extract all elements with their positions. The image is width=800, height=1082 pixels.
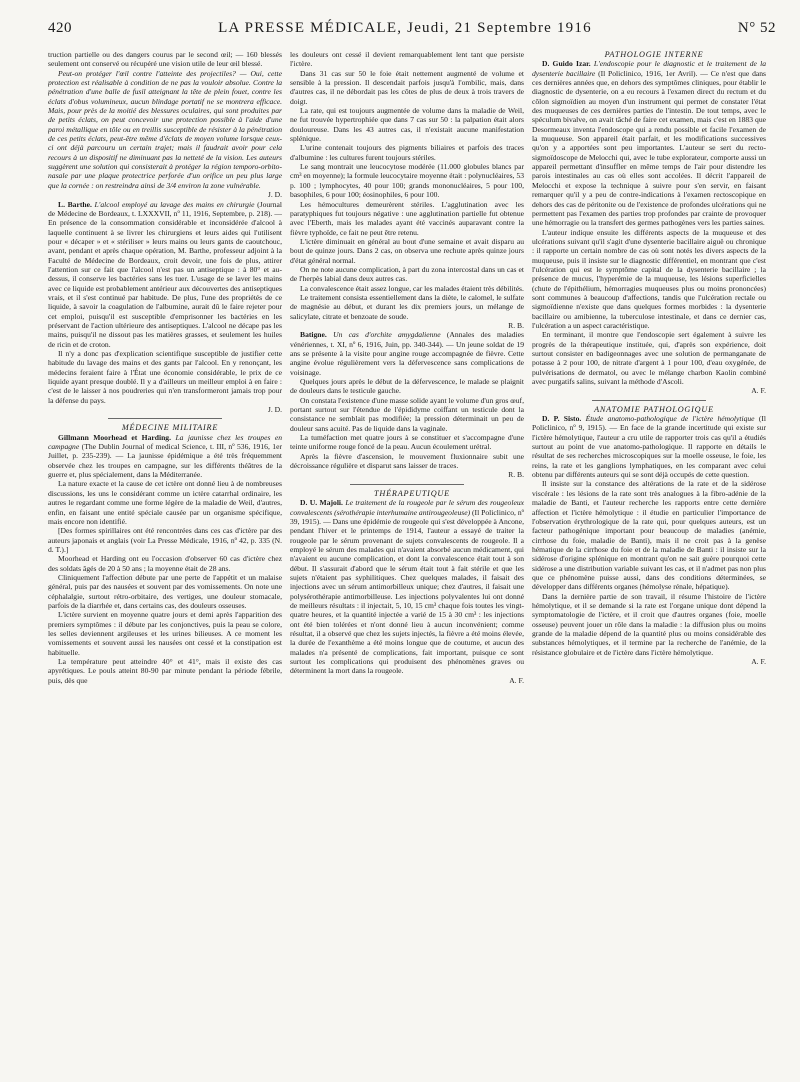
paragraph: La rate, qui est toujours augmentée de volume dans la maladie de Weil, ne fut trouvée hypertrophiée que dans 7 cas sur 50 : la palpation était alors douloureuse. Dans les 43 autres cas, il n'existait aucune manifestation splénique.: [290, 106, 524, 144]
signature: J. D.: [267, 405, 282, 415]
paragraph: La nature exacte et la cause de cet ictère ont donné lieu à de nombreuses discussions, les uns le considérant comme un ictère catarrhal ordinaire, les autres le regardant comme une forme légère de la maladie de Weil, d'autres, enfin, en faisant une entité spéciale causée par un organisme spécifique, mais encore non identifié.: [48, 479, 282, 526]
article-author: D. Guido Izar.: [542, 59, 591, 69]
article-batigne: [290, 330, 524, 377]
article-text: — Un jeune soldat de 19 ans se présente à la visite pour angine rouge accompagnée de fièvre. Cette angine évolue régulièrement vers la défervescence sans complications de voisinage.: [290, 339, 524, 377]
section-heading: ANATOMIE PATHOLOGIQUE: [594, 404, 714, 414]
divider: [592, 400, 706, 401]
divider: [108, 418, 222, 419]
paragraph: Après la fièvre d'ascension, le mouvement fluxionnaire subit une décroissance régulière et disparut sans laisser de traces.: [290, 451, 524, 471]
page-number: 420: [48, 20, 72, 36]
article-text: — En face de la grande incertitude qui existe sur l'ictère hémolytique, l'auteur a cru utile de rapporter trois cas qu'il a étudiés surtout au point de vue anatomo-pathologique. Il rapporte en détails le résultat de ses recherches microscopiques sur la moelle osseuse, le foie, les reins, la rate et les ganglions lymphatiques, en les comparant avec celui obtenu par différents auteurs qui se sont déjà occupés de cette question.: [532, 423, 766, 480]
paragraph: Les hémocultures demeurèrent stériles. L'agglutination avec les paratyphiques fut toujours négative : une agglutination partielle fut obtenue avec l'Eberth, mais les malades ayant été vaccinés auparavant contre la fièvre typhoïde, ce fait ne peut être retenu.: [290, 199, 524, 237]
article-author: D. U. Majoli.: [300, 498, 343, 508]
article-author: L. Barthe.: [58, 199, 92, 209]
article-sisto: [532, 414, 766, 479]
article-text: — La jaunisse épidémique a été très fréquemment observée chez les troupes en campagne, sur les différents théâtres de la guerre et, plus spécialement, dans la Méditerranée.: [48, 451, 282, 480]
journal-title: LA PRESSE MÉDICALE, Jeudi, 21 Septembre 1916: [218, 20, 592, 36]
article-title: L'endoscopie pour le diagnostic et le traitement de la dysenterie bacillaire: [532, 59, 766, 78]
section-heading: MÉDECINE MILITAIRE: [121, 423, 219, 433]
article-reference: (Il Policlinico, 1916, 1er Avril).: [598, 68, 698, 78]
article-author: Batigne.: [300, 330, 327, 340]
page-header: [48, 20, 776, 42]
article-title: Le traitement de la rougeole par le sérum des rougeoleux convalescents (sérothérapie interhumaine antirougeoleuse): [290, 498, 524, 517]
paragraph: Le sang montrait une leucocytose modérée (11.000 globules blancs par cm³ en moyenne); la formule leucocytaire moyenne était : polynucléaires, 53 p. 100 ; lymphocytes, 40 pour 100; grands mononucléaires, 5 pour 100, basophiles, 6 pour 100; éosinophiles, 6 pour 100.: [290, 162, 524, 200]
paragraph: Cliniquement l'affection débute par une perte de l'appétit et un malaise général, puis par des nausées et souvent par des vomissements. On note une céphalalgie, surtout rétro-orbitaire, des vertiges, une douleur stomacale, parfois de la diarrhée et, dans certains cas, des douleurs osseuses.: [48, 572, 282, 610]
article-reference: (Il Policlinico, nº 9, 1915).: [532, 414, 766, 433]
paragraph: L'ictère survient en moyenne quatre jours et demi après l'apparition des premiers symptômes : il débute par les conjonctives, puis la peau se colore, les selles deviennent argileuses et les urines bilieuses. A ce moment les vomissements et souvent aussi les nausées ont cessé et la constipation est habituelle.: [48, 610, 282, 657]
paragraph: Quelques jours après le début de la défervescence, le malade se plaignit de douleurs dans le testicule gauche.: [290, 377, 524, 396]
article-majoli: [290, 498, 524, 676]
article-reference: (Journal de Médecine de Bordeaux, t. LXXXVII, nº 11, 1916, Septembre, p. 218).: [48, 199, 282, 218]
paragraph: L'urine contenait toujours des pigments biliaires et parfois des traces d'albumine : les cultures furent toujours stériles.: [290, 143, 524, 162]
column-3: [532, 50, 766, 1072]
paragraph: On constata l'existence d'une masse solide ayant le volume d'un gros œuf, portant surtout sur l'étendue de l'épididyme coiffant un testicule dont la consistance ne semblait pas modifiée; la pression déterminait un peu de douleur sans acuité. Pas de liquide dans la vaginale.: [290, 395, 524, 433]
paragraph: Le traitement consista essentiellement dans la diète, le calomel, le sulfate de magnésie au début, et durant les dix premiers jours, un mélange de salicylate, citrate et benzoate de soude.: [290, 292, 524, 321]
signature: A. F.: [751, 657, 766, 666]
article-gillmann: [48, 433, 282, 480]
paragraph: L'auteur indique ensuite les différents aspects de la muqueuse et des ulcérations suivant qu'il s'agit d'une dysenterie bacillaire aiguë ou chronique : il rapporte un certain nombre de cas où sont notés les divers aspects de la muqueuse, puis il insiste sur le diagnostic différentiel, en montrant que c'est l'ulcération qui est le symptôme capital de la dysenterie bacillaire ; la présence de mucus, l'hyperémie de la muqueuse, les lésions superficielles (chute de l'épithélium, hémorragies muqueuses plus ou moins prononcées) sont communes à beaucoup d'affections, tandis que l'ulcération rectale ou sigmoïdienne n'existe que dans quelques formes morbides : la dysenterie bacillaire ou amibienne, la tuberculose intestinale, et dans ce dernier cas, l'ulcération a un aspect caractéristique.: [532, 227, 766, 330]
paragraph: On ne note aucune complication, à part du zona intercostal dans un cas et de l'herpès labial dans deux autres cas.: [290, 264, 524, 284]
paragraph: En terminant, il montre que l'endoscopie sert également à suivre les progrès de la thérapeutique instituée, qui, d'après son expérience, doit surtout consister en badigeonnages avec une solution de permanganate de potasse à 2 pour 100, de nitrate d'argent à 1 pour 100, d'eau oxygénée, de pulvérisations de dermatol, ou avec le mélange charbon Kaolin combiné avec purgatifs salins, suivant la méthode d'Ascoli.: [532, 330, 766, 387]
paragraph: Dans 31 cas sur 50 le foie était nettement augmenté de volume et sensible à la pression. Il descendait parfois jusqu'à l'ombilic, mais, dans d'autres cas, il ne débordait pas les côtes de plus de deux à trois travers de doigt.: [290, 68, 524, 106]
signature: R. B.: [508, 470, 524, 480]
article-text: — Dans une épidémie de rougeole qui s'est développée à Ancone, pendant l'hiver et le printemps de 1914, l'auteur a essayé de traiter la rougeole par le sérum provenant de sujets convalescents de rougeole. Il a employé le sérum des malades qui n'avaient absorbé aucun médicament, qui n'avaient eu aucune complication, et dont la convalescence était tout à son début. Il s'assurait d'abord que le sérum était tout à fait stérile et que les sujets n'étaient pas syphilitiques. Chez quelques malades, il faisait des injections avec un sérum antimorbilleux unique; chez d'autres, il faisait une polysérothérapie antimorbilleuse. Les injections polyvalentes lui ont donné de meilleurs résultats : il injectait, 5, 10, 15 cm³ chaque fois toutes les vingt-quatre heures, et la quantité injectée a varié de 15 à 30 cm³ : les injections ont été bien tolérées et n'ont donné lieu à aucun inconvénient; comme résultat, il a observé que chez les sujets injectés, la fièvre a été moins élevée, la durée de l'exanthème a été moins longue que de coutume, et aucun des malades n'a présenté de complications, fait important, puisque ce sont surtout les complications qui produisent des phénomènes graves ou déterminent la mort dans la rougeole.: [290, 516, 524, 676]
paragraph: Il n'y a donc pas d'explication scientifique susceptible de justifier cette habitude du lavage des mains et des gants par l'alcool. En y renonçant, les médecins feraient faire à l'État une économie considérable, le prix de ce liquide ayant presque doublé. Il y a d'ailleurs un meilleur emploi à en faire : c'est de le laisser à nos poudreries qui n'en transformeront jamais trop pour la défense du pays.: [48, 349, 282, 405]
article-izar: [532, 59, 766, 227]
paragraph: Dans la dernière partie de son travail, il résume l'histoire de l'ictère hémolytique, et il se demande si la rate est l'organe unique dont dépend la symptomatologie de l'ictère, et il croit que d'autres organes (foie, moelle osseuse) peuvent jouer un rôle dans la maladie : la diffusion plus ou moins grande de la maladie dépend de la quantité plus ou moins considérable des substances hémolytiques, et il termine par la recherche de l'anémie, de la résistance globulaire et de l'ictère dans l'ictère hémolytique.: [532, 591, 766, 657]
paragraph: La température peut atteindre 40° et 41°, mais il existe des cas apyrétiques. Le pouls atteint 80-90 par minute pendant la période fébrile, puis, dès que: [48, 657, 282, 685]
article-reference: (The Dublin Journal of medical Science, t. III, nº 536, 1916, 1er Juillet, p. 235-239).: [48, 442, 282, 461]
divider: [350, 484, 464, 485]
article-title: Étude anatomo-pathologique de l'ictère hémolytique: [585, 414, 755, 424]
paragraph: truction partielle ou des dangers courus par le second œil; — 160 blessés seulement ont conservé ou récupéré une vision utile de leur œil blessé.: [48, 50, 282, 69]
signature: R. B.: [508, 320, 524, 330]
issue-number: N° 52: [737, 20, 776, 36]
signature: A. F.: [751, 386, 766, 396]
article-title: Un cas d'orchite amygdalienne: [333, 330, 441, 340]
article-barthe: [48, 200, 282, 350]
paragraph: les douleurs ont cessé il devient remarquablement lent tant que persiste l'ictère.: [290, 50, 524, 69]
paragraph: Il insiste sur la constance des altérations de la rate et de la sidérose viscérale : les lésions de la rate sont très analogues à la fibro-adénie de la maladie de Banti, et l'auteur recherche les rapports entre cette dernière affection et l'ictère hémolytique : il étudie en particulier l'importance de l'observation érythrologique de la rate qui, pour quelques auteurs, est un facteur pathogénique important pour beaucoup de maladies (anémie, cirrhose du foie, maladie de Banti), mais il ne croit pas à la genèse hématique de la cirrhose du foie et de la maladie de Banti : il insiste sur la sidérose d'origine splénique en montrant qu'on ne sait guère pourquoi cette sidérose a une distribution variable suivant les cas, et il n'admet pas non plus que ce phénomène puisse aussi, dans des conditions déterminées, se développer dans différents organes (hémolyse rénale, hépatique).: [532, 479, 766, 592]
paragraph: [Des formes spirillaires ont été rencontrées dans ces cas d'ictère par des auteurs japonais et anglais (voir La Presse Médicale, 1916, nº 42, p. 335 (N. d. T.).]: [48, 526, 282, 554]
article-text: — En présence de la consommation considérable et inconsidérée d'alcool à laquelle continuent à se livrer les chirurgiens et leurs aides qui l'utilisent pour « décaper » et « stériliser » leurs mains ou leurs gants de caoutchouc, avant, pendant et après chaque opération, M. Barthe, professeur adjoint à la Faculté de Médecine de Bordeaux, croit devoir, une fois de plus, attirer l'attention sur ce fait que l'alcool n'est pas un antiseptique : à 80° et au-dessus, il conserve les bactéries sans les tuer. L'usage de se laver les mains avec ce liquide est probablement antérieur aux découvertes des antiseptiques vrais, et il s'est continué par habitude. De plus, l'une des propriétés de ce liquide, à savoir la coagulation de l'albumine, aurait dû le faire rejeter pour cet emploi, puisqu'il est susceptible d'emprisonner les bactéries en les préservant de l'action ultérieure des antiseptiques. L'alcool ne décape pas les mains, puisqu'il ne dissout pas les matières grasses, et seulement les huiles de ricin et de croton.: [48, 208, 282, 349]
section-heading: THÉRAPEUTIQUE: [374, 488, 450, 498]
article-title: L'alcool employé au lavage des mains en chirurgie: [94, 199, 255, 209]
article-author: D. P. Sisto.: [542, 414, 582, 424]
paragraph: Moorhead et Harding ont eu l'occasion d'observer 60 cas d'ictère chez des soldats âgés de 20 à 50 ans ; la moyenne était de 28 ans.: [48, 554, 282, 573]
paragraph: L'ictère diminuait en général au bout d'une semaine et avait disparu au bout de quinze jours. Dans 2 cas, on observa une rechute après quinze jours d'état général normal.: [290, 236, 524, 265]
column-1: [48, 50, 282, 1072]
paragraph: La tuméfaction met quatre jours à se constituer et s'accompagne d'une teinte uniforme rouge foncé de la peau. Aucun écoulement urétral.: [290, 433, 524, 452]
article-reference: (Il Policlinico, nº 39, 1915).: [290, 507, 524, 526]
signature: A. F.: [509, 675, 524, 685]
article-text: — Ce n'est que dans ces dernières années que, en dehors des symptômes cliniques, pour établir le diagnostic de dysenterie, on a eu recours à l'examen direct du rectum et du côlon sigmoïdien au moyen d'un instrument qui permet de constater l'état des muqueuses de ces dernières parties de l'intestin. De tout temps, avec le spéculum bivalve, on avait tâché de faire cet examen, mais c'est en 1883 que Desormeaux inventa l'endoscope qui a rendu possible et facile l'examen de la muqueuse. Son appareil était parfait, et les modifications successives qu'on y a apportées sont peu importantes. L'auteur se sert du recto-sigmoïdoscope de Melocchi qui, avec le tube explorateur, comporte aussi un appareil permettant d'insuffler en même temps de l'air pour distendre les parois intestinales au cas où elles sont accolées. Il décrit l'appareil de Melocchi et expose la technique à suivre pour s'en servir, en faisant remarquer qu'il y a peu de contre-indications à l'examen rectoscopique en dehors des cas de péritonite ou de l'existence de profondes ulcérations qui ne permettent pas l'examen des parties trop profondes par crainte de provoquer une hémorragie ou la transfert des germes pathogènes vers les parties saines.: [532, 68, 766, 228]
article-title: La jaunisse chez les troupes en campagne: [48, 432, 282, 452]
paragraph: La convalescence était assez longue, car les malades étaient très débilités.: [300, 283, 524, 293]
column-2: [290, 50, 524, 1072]
signature: J. D.: [267, 190, 282, 200]
article-author: Gillmann Moorhead et Harding.: [58, 432, 172, 442]
section-heading: PATHOLOGIE INTERNE: [604, 50, 704, 59]
paragraph: Peut-on protéger l'œil contre l'atteinte des projectiles? — Oui, cette protection est réalisable à condition de ne pas la vouloir absolue. Contre la pénétration d'une balle de fusil atteignant la tête de plein fouet, contre les éclats d'obus volumineux, aucun blindage portatif ne se montrera efficace. Mais, pour près de la moitié des blessures oculaires, qui sont produites par de petits éclats, on peut concevoir une protection possible à l'aide d'une paroi métallique en tôle ou en treillis susceptible de résister à la pénétration de ces petits éclats, peut-être même d'éclats de moyen volume lorsque ceux-ci ont déjà parcouru un certain trajet; mais il faudrait avoir pour cela recours à un dispositif ne diminuant pas la netteté de la vision. Les auteurs suggèrent une solution qui consisterait à protéger la région temporo-orbito-nasale par une plaque protectrice perforée d'un orifice un peu plus large que la cornée : on restreindra ainsi de 3/4 environ la zone vulnérable.: [48, 68, 282, 190]
article-reference: (Annales des maladies vénériennes, t. XI, nº 6, 1916, Juin, pp. 340-344).: [290, 330, 524, 349]
